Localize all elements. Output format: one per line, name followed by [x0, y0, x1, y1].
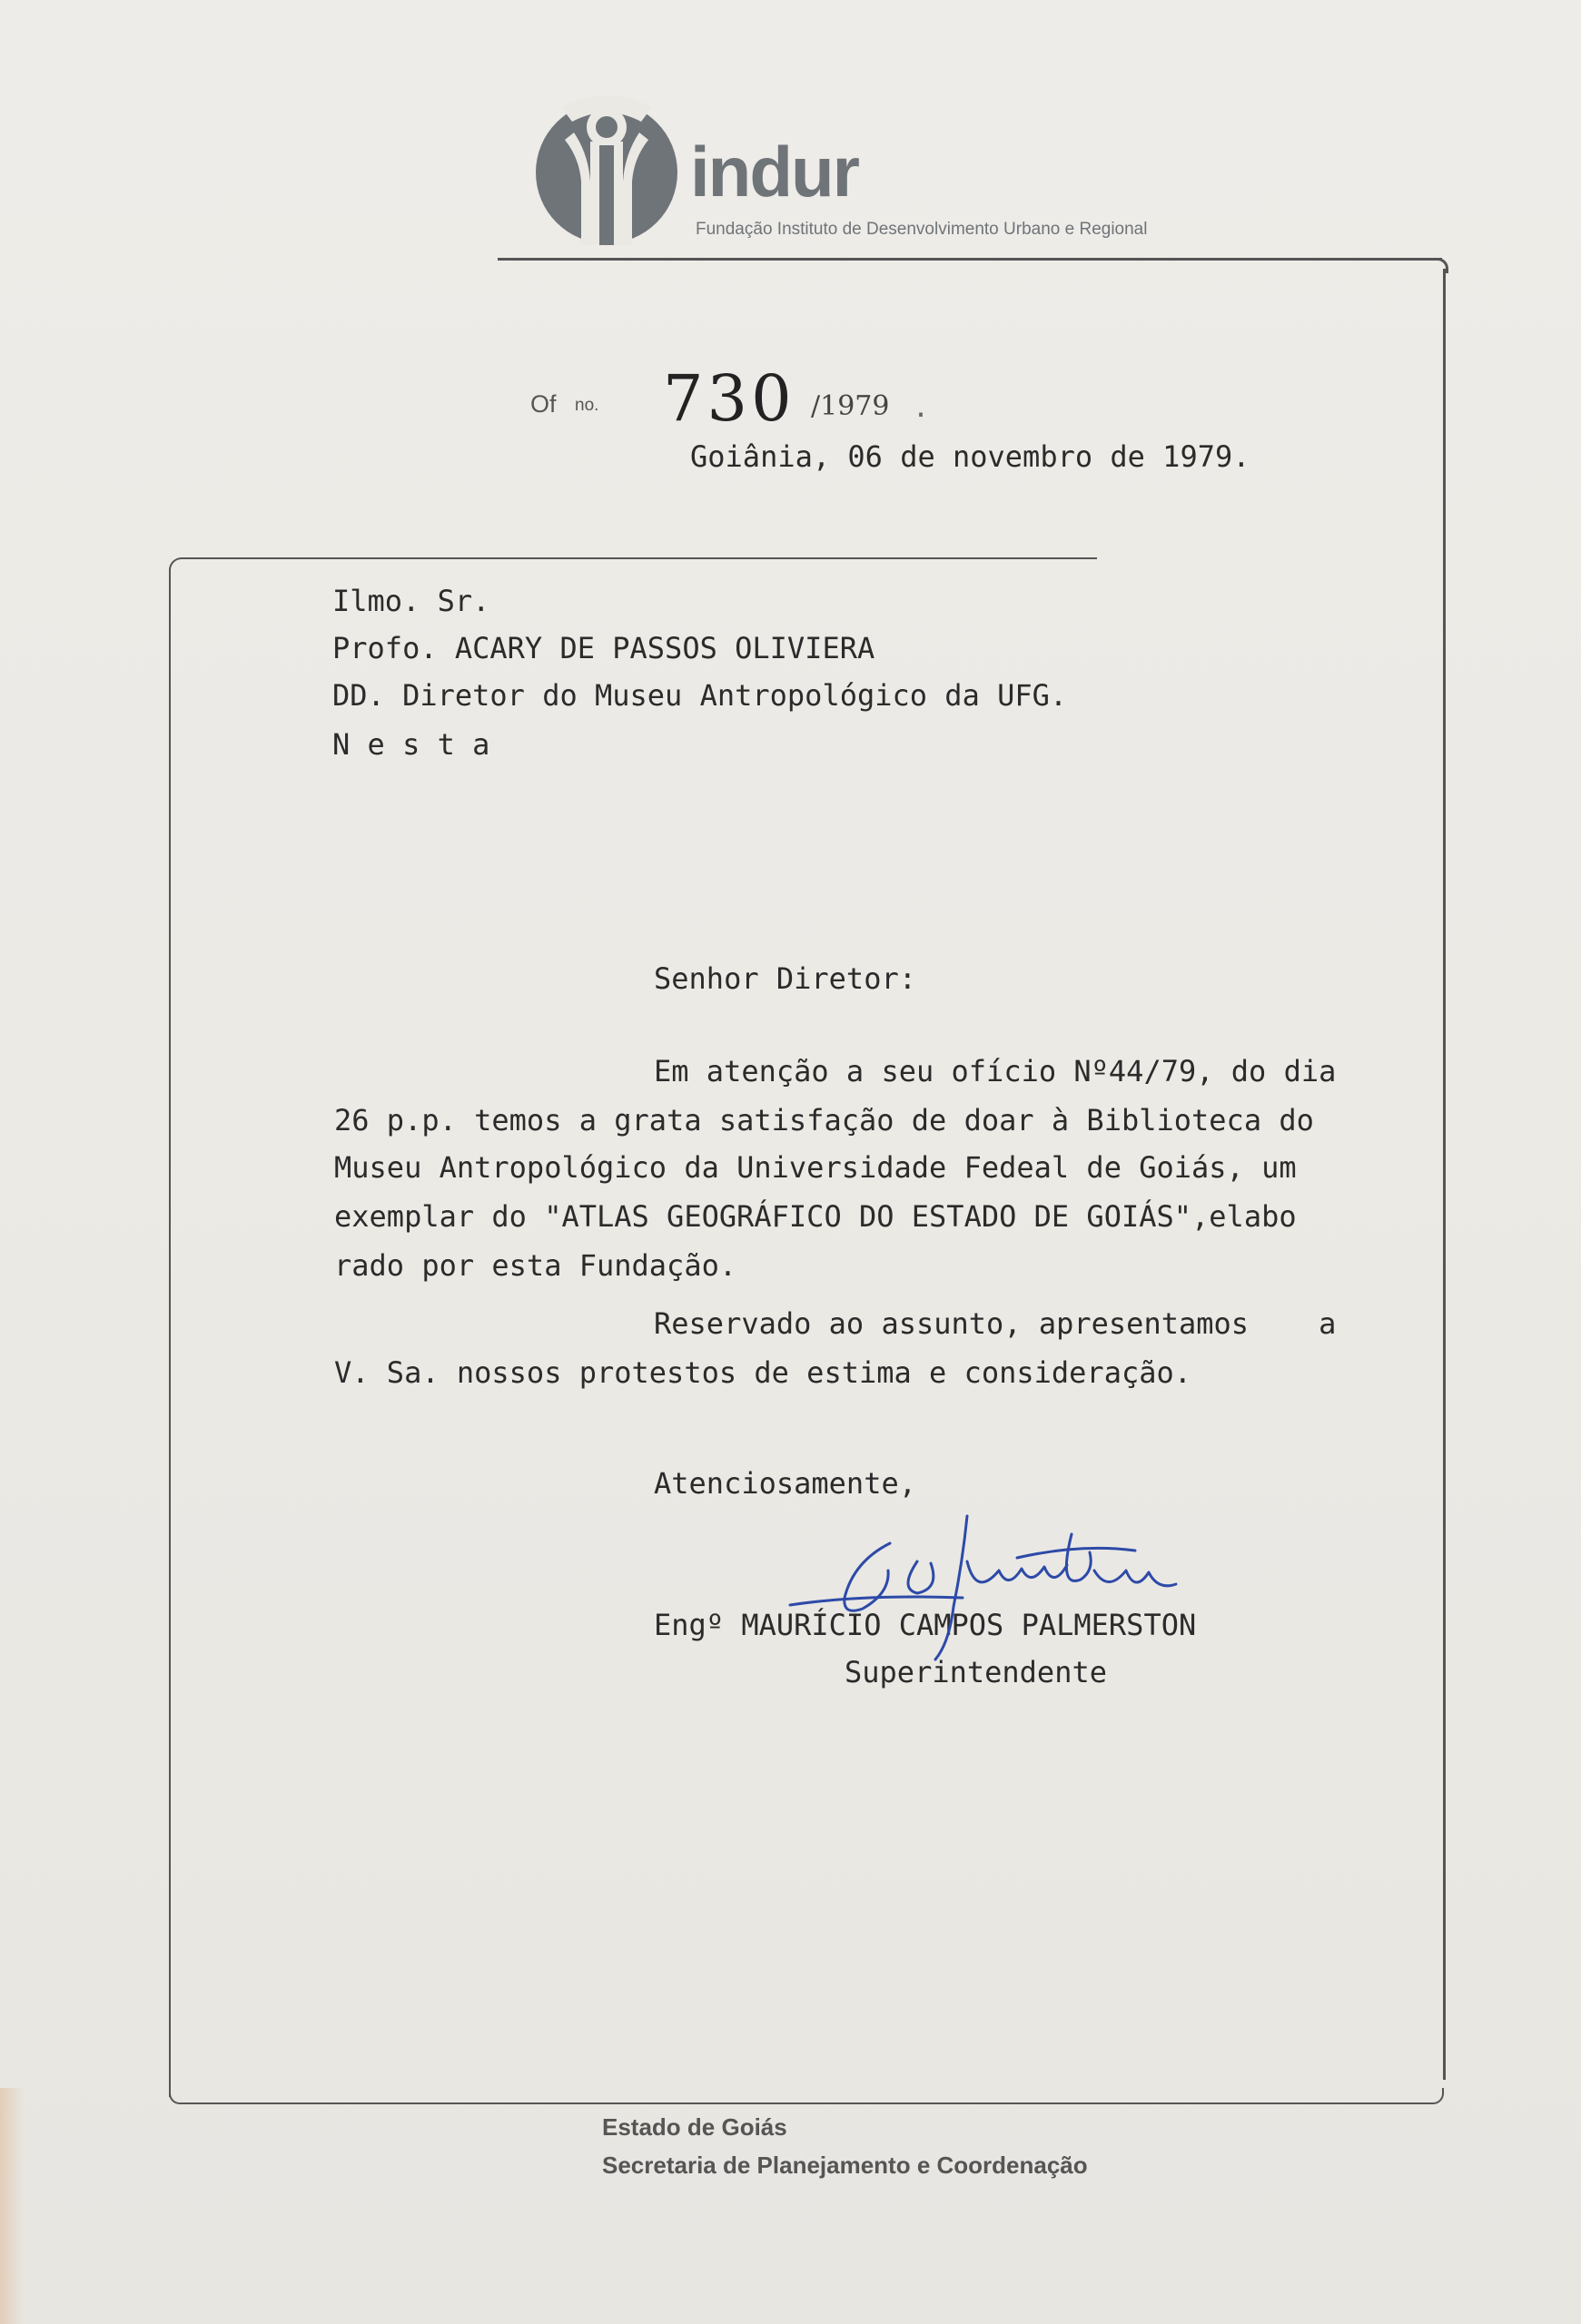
box-top-rule	[182, 557, 1097, 559]
box-bottom-edge	[169, 2088, 1444, 2104]
footer-line-2: Secretaria de Planejamento e Coordenação	[602, 2152, 1088, 2179]
brand-name: indur	[690, 132, 858, 212]
reference-year: /1979	[811, 390, 890, 422]
indur-logo-icon	[525, 91, 688, 245]
frame-right-edge	[1443, 269, 1446, 2080]
paragraph1-line: Em atenção a seu ofício Nº44/79, do dia	[654, 1054, 1337, 1088]
frame-corner	[1435, 258, 1448, 273]
paragraph1-line: rado por esta Fundação.	[334, 1248, 737, 1283]
signatory-name: Engº MAURÍCIO CAMPOS PALMERSTON	[654, 1608, 1197, 1642]
date-line: Goiânia, 06 de novembro de 1979.	[690, 439, 1250, 474]
recipient-location: N e s t a	[332, 727, 490, 762]
paragraph2-line: V. Sa. nossos protestos de estima e consideração.	[334, 1355, 1192, 1390]
box-corner	[169, 557, 187, 576]
signatory-role: Superintendente	[845, 1655, 1107, 1689]
reference-dot: .	[913, 392, 930, 424]
paragraph1-line: Museu Antropológico da Universidade Fedeal de Goiás, um	[334, 1150, 1297, 1185]
reference-number: 730	[663, 361, 795, 436]
closing: Atenciosamente,	[654, 1466, 916, 1501]
brand-subtitle: Fundação Instituto de Desenvolvimento Urbano e Regional	[696, 220, 1148, 239]
paragraph1-line: exemplar do "ATLAS GEOGRÁFICO DO ESTADO DE GOIÁS",elabo	[334, 1199, 1297, 1234]
reference-label: Of	[530, 390, 557, 418]
recipient-name: Profo. ACARY DE PASSOS OLIVIERA	[332, 631, 875, 665]
handwritten-signature-icon	[781, 1507, 1199, 1661]
greeting: Senhor Diretor:	[654, 961, 916, 996]
paragraph1-line: 26 p.p. temos a grata satisfação de doar à Biblioteca do	[334, 1103, 1314, 1137]
footer-line-1: Estado de Goiás	[602, 2113, 787, 2141]
box-left-edge	[169, 572, 171, 2097]
recipient-title: DD. Diretor do Museu Antropológico da UFG.	[332, 678, 1068, 713]
letterhead-rule	[498, 258, 1442, 261]
paper-stain	[0, 2088, 24, 2324]
recipient-salutation: Ilmo. Sr.	[332, 584, 490, 618]
paragraph2-line: Reservado ao assunto, apresentamos a	[654, 1306, 1337, 1341]
reference-no-label: no.	[575, 396, 599, 415]
